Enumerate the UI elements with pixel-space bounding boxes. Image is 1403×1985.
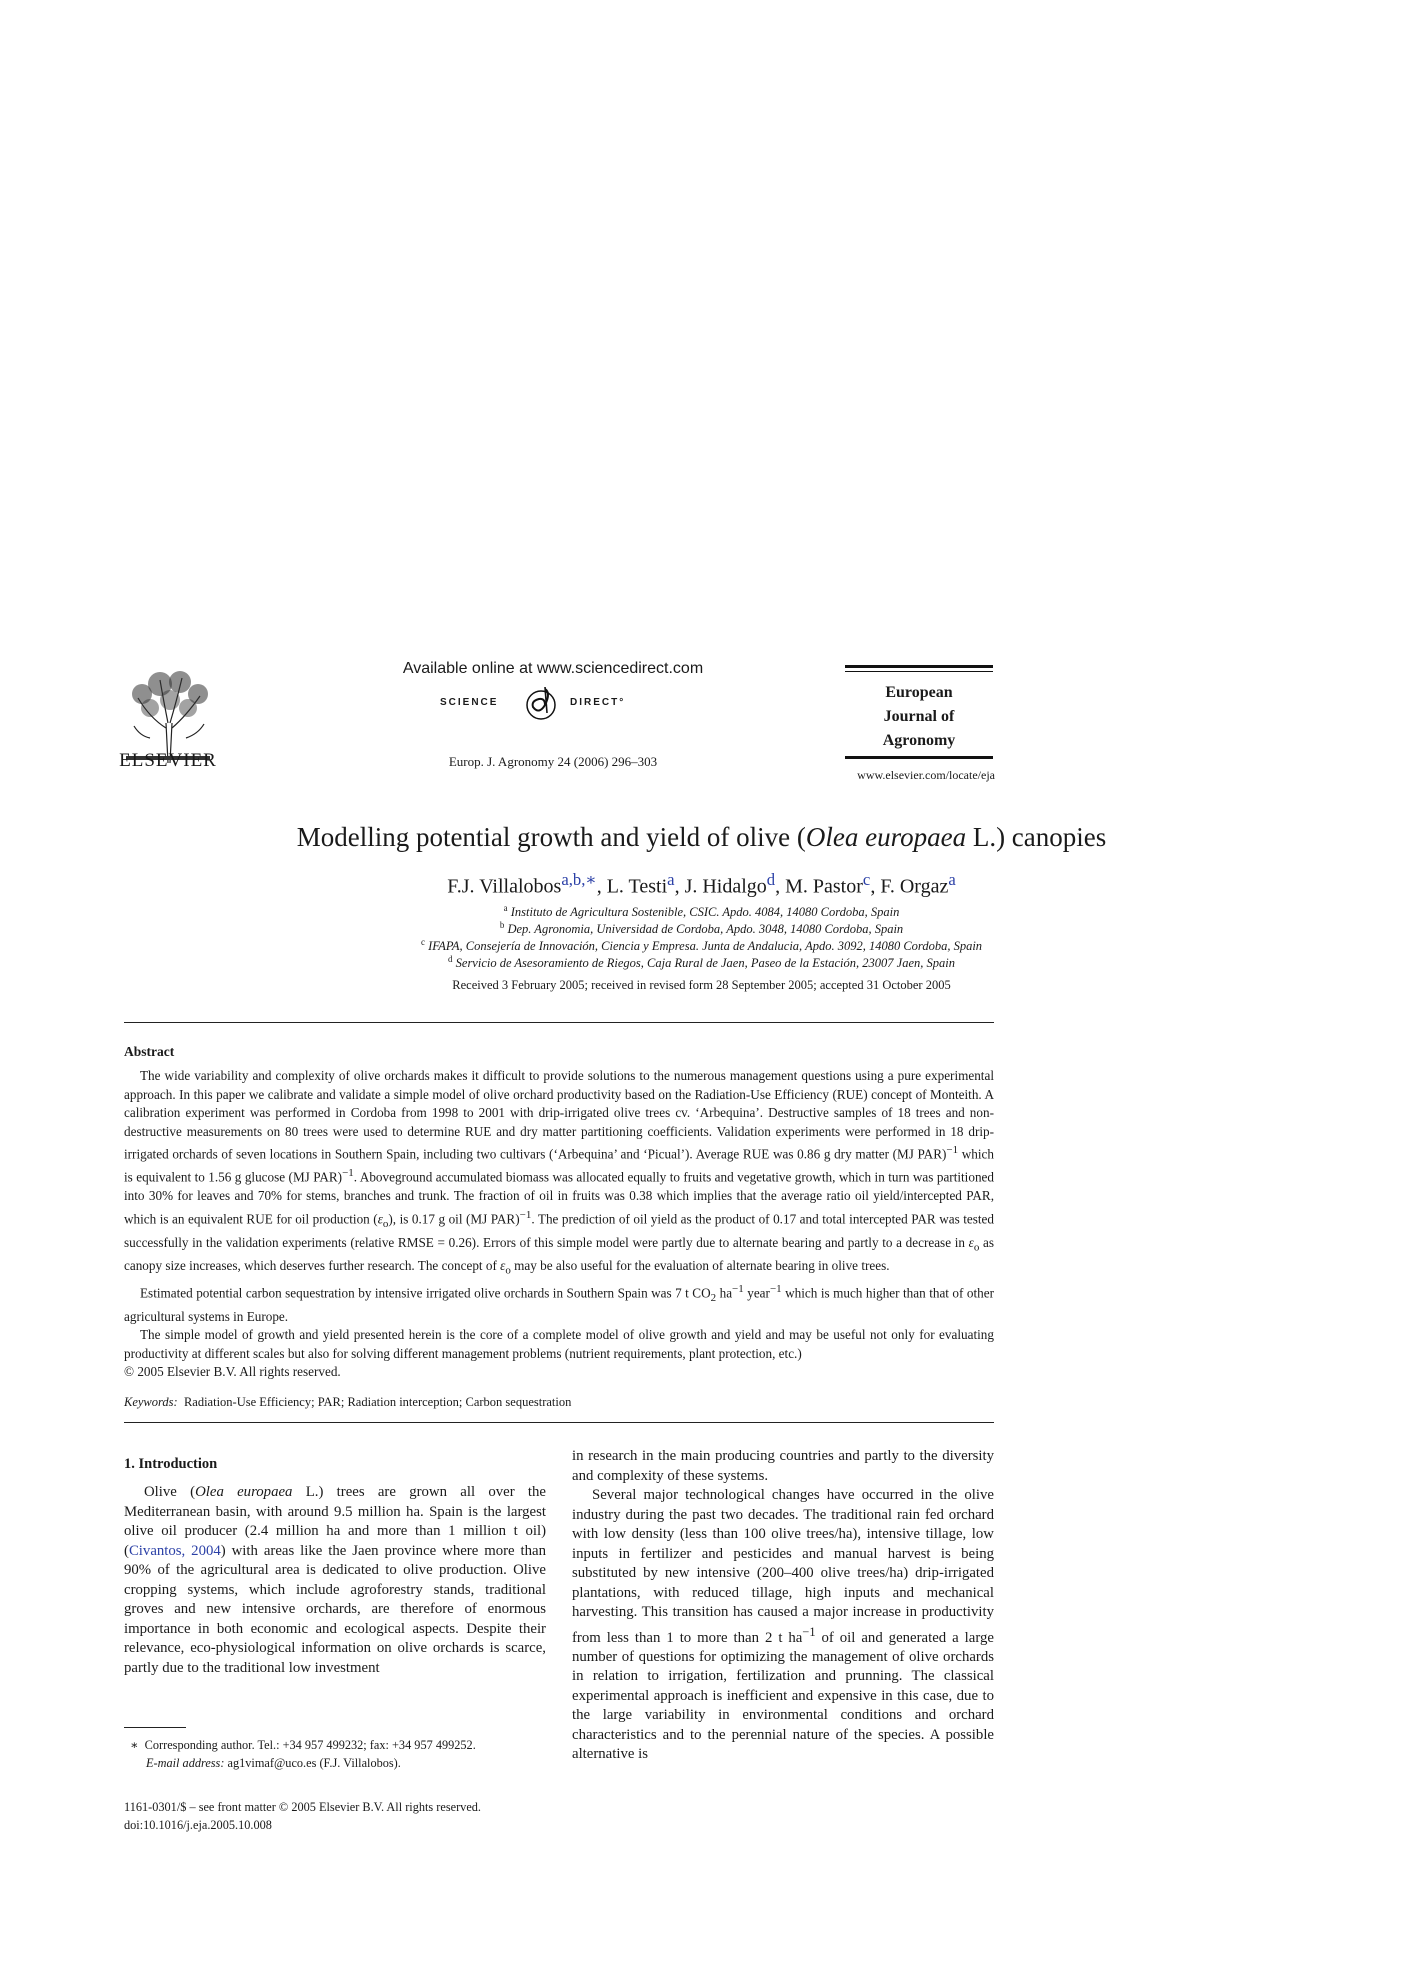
- sciencedirect-d-icon: [521, 683, 561, 723]
- sciencedirect-wordmark-right: DIRECT°: [570, 697, 626, 708]
- body-text: L.) trees are grown all over the Mediterranean basin, with around 9.5 million ha. Spain is the largest olive oil producer (2.4 million ha and more than 1 million t oil) (: [124, 1484, 546, 1559]
- paper-title: [60, 822, 1343, 853]
- abstract-text: which is much higher than that of other agricultural systems in Europe.: [124, 1285, 994, 1324]
- footnote: [124, 1736, 564, 1772]
- author-affiliation-link[interactable]: a: [948, 870, 956, 889]
- affiliation: [60, 954, 1343, 971]
- email-note: [124, 1754, 564, 1772]
- publisher-name: ELSEVIER: [119, 750, 217, 771]
- title-species: Olea europaea: [805, 822, 967, 852]
- email-label: E-mail address:: [146, 1756, 225, 1770]
- body-text: ) with areas like the Jaen province where more than 90% of the agricultural area is dedicated to olive production. Olive cropping systems, which include agroforestry stands, traditional groves and new intensive orchards, are therefore of enormous importance in both economic and ecological aspects. Despite their relevance, eco-physiological information on olive orchards is scarce, partly due to the traditional low investment: [124, 1542, 546, 1676]
- email-address[interactable]: ag1vimaf@uco.es (F.J. Villalobos).: [227, 1756, 401, 1770]
- abstract-text: Estimated potential carbon sequestration by intensive irrigated olive orchards in Southern Spain was 7 t CO: [140, 1285, 711, 1301]
- affiliation-text: IFAPA, Consejería de Innovación, Ciencia y Empresa. Junta de Andalucia, Apdo. 3092, 14080 Cordoba, Spain: [428, 939, 983, 954]
- journal-citation: Europ. J. Agronomy 24 (2006) 296–303: [448, 754, 658, 769]
- subscript: 2: [710, 1292, 717, 1305]
- title-text: Modelling potential growth and yield of olive (: [296, 822, 806, 852]
- abstract-text: as canopy size increases, which deserves further research. The concept of: [124, 1234, 994, 1273]
- species-name: Olea europaea: [195, 1484, 293, 1500]
- corresponding-author-note: [124, 1736, 564, 1754]
- author-separator: ,: [674, 875, 685, 898]
- subscript: o: [973, 1241, 980, 1254]
- author-affiliation-link[interactable]: d: [766, 870, 776, 889]
- abstract-text: ha: [716, 1285, 733, 1301]
- journal-name: [845, 681, 993, 753]
- issn-line: 1161-0301/$ – see front matter © 2005 Elsevier B.V. All rights reserved.: [124, 1800, 482, 1814]
- body-text: Several major technological changes have occurred in the olive industry during the past two decades. The traditional rain fed orchard with low density (less than 100 olive trees/ha), intensive tillage, low inputs in fertilizer and pesticides and manual harvest is being substituted by new intensive (200–400 olive trees/ha) drip-irrigated plantations, with reduced tillage, high inputs and mechanical harvesting. This transition has caused a major increase in productivity from less than 1 to more than 2 t ha: [572, 1487, 994, 1646]
- author-separator: ,: [775, 875, 786, 898]
- body-text: Olive (: [144, 1484, 196, 1500]
- author-affiliation-link[interactable]: a,b,∗: [561, 870, 597, 889]
- affiliation-text: Servicio de Asesoramiento de Riegos, Caja Rural de Jaen, Paseo de la Estación, 23007 Jaen, Spain: [455, 956, 955, 971]
- footnote-marker: ∗: [130, 1738, 139, 1752]
- keywords-label: Keywords:: [124, 1395, 178, 1409]
- author-name: M. Pastor: [785, 875, 863, 898]
- affiliation: [60, 920, 1343, 937]
- keywords: [124, 1395, 571, 1410]
- copyright: © 2005 Elsevier B.V. All rights reserved.: [124, 1364, 341, 1380]
- received-dates: Received 3 February 2005; received in revised form 28 September 2005; accepted 31 October 2005: [452, 978, 951, 992]
- footnote-divider: [124, 1727, 186, 1728]
- section-heading: 1. Introduction: [124, 1456, 218, 1472]
- epsilon-symbol: ε: [968, 1234, 974, 1250]
- title-text: L.) canopies: [966, 822, 1107, 852]
- affiliation-marker: b: [499, 920, 505, 930]
- abstract-heading: Abstract: [124, 1044, 175, 1059]
- author-separator: ,: [870, 875, 881, 898]
- author-name: F.J. Villalobos: [447, 875, 562, 898]
- exponent: −1: [732, 1283, 744, 1296]
- exponent: −1: [946, 1144, 959, 1157]
- subscript: o: [382, 1217, 389, 1230]
- journal-name-line: Journal of: [883, 708, 955, 725]
- body-paragraph: [572, 1486, 994, 1765]
- author-affiliation-link[interactable]: a: [667, 870, 675, 889]
- exponent: −1: [342, 1167, 354, 1180]
- affiliation-text: Instituto de Agricultura Sostenible, CSIC. Apdo. 4084, 14080 Cordoba, Spain: [510, 905, 900, 920]
- citation-link[interactable]: Civantos, 2004: [128, 1542, 221, 1559]
- affiliation: [60, 937, 1343, 954]
- author-name: F. Orgaz: [880, 875, 949, 898]
- exponent: −1: [769, 1283, 782, 1296]
- doi-line[interactable]: doi:10.1016/j.eja.2005.10.008: [124, 1818, 272, 1832]
- body-paragraph: [124, 1483, 546, 1678]
- abstract-paragraph: [124, 1067, 994, 1280]
- author-affiliation-link[interactable]: c: [862, 870, 871, 889]
- divider: [124, 1422, 994, 1423]
- keywords-text: Radiation-Use Efficiency; PAR; Radiation interception; Carbon sequestration: [183, 1395, 572, 1409]
- author-separator: ,: [596, 875, 607, 898]
- journal-url[interactable]: www.elsevier.com/locate/eja: [857, 768, 995, 782]
- abstract-text: ), is 0.17 g oil (MJ PAR): [388, 1211, 520, 1227]
- affiliation: [60, 903, 1343, 920]
- abstract-text: which is equivalent to 1.56 g glucose (MJ PAR): [124, 1146, 994, 1185]
- footnote-text: Corresponding author. Tel.: +34 957 499232; fax: +34 957 499252.: [144, 1738, 476, 1752]
- sciencedirect-wordmark-left: SCIENCE: [440, 697, 499, 708]
- abstract-text: . The prediction of oil yield as the product of 0.17 and total intercepted PAR was tested successfully in the validation experiments (relative RMSE = 0.26). Errors of this simple model were partly due to alternate bearing and partly to a decrease in: [124, 1211, 994, 1250]
- abstract-paragraph: The simple model of growth and yield presented herein is the core of a complete model of olive growth and yield and may be useful not only for evaluating productivity at different scales but also for solving different management problems (nutrient requirements, plant protection, etc.): [124, 1327, 994, 1361]
- affiliation-marker: d: [448, 954, 453, 964]
- abstract-text: . Aboveground accumulated biomass was allocated equally to fruits and vegetative growth, which in turn was partitioned into 30% for leaves and 70% for stems, branches and trunk. The fraction of oil in fruits was 0.38 which implies that the average ratio oil yield/intercepted PAR, which is an equivalent RUE for oil production (: [124, 1169, 994, 1227]
- epsilon-symbol: ε: [500, 1257, 506, 1273]
- journal-name-line: Agronomy: [882, 732, 956, 749]
- affiliation-marker: a: [503, 903, 508, 913]
- journal-masthead: [845, 665, 993, 761]
- affiliation-text: Dep. Agronomia, Universidad de Cordoba, Apdo. 3048, 14080 Cordoba, Spain: [507, 922, 904, 937]
- journal-name-line: European: [885, 684, 953, 701]
- right-column: [572, 1447, 994, 1765]
- exponent: −1: [519, 1208, 532, 1221]
- affiliation-marker: c: [420, 937, 425, 947]
- abstract-text: may be also useful for the evaluation of alternate bearing in olive trees.: [510, 1257, 890, 1273]
- subscript: o: [505, 1264, 511, 1277]
- author-name: J. Hidalgo: [684, 875, 767, 898]
- abstract-body: [124, 1067, 994, 1382]
- abstract-text: year: [743, 1285, 770, 1301]
- exponent: −1: [802, 1624, 816, 1639]
- available-online-text[interactable]: Available online at www.sciencedirect.com: [402, 660, 704, 677]
- author-list: [60, 870, 1343, 899]
- issn-block: [124, 1798, 564, 1834]
- body-text: of oil and generated a large number of questions for optimizing the management of olive orchards in relation to irrigation, fertilization and prunning. The classical experimental approach is inefficient and expensive in this case, due to the large variability in environmental conditions and orchard characteristics and to the perennial nature of the species. A possible alternative is: [572, 1629, 994, 1763]
- abstract-paragraph: [124, 1280, 994, 1326]
- author-name: L. Testi: [606, 875, 668, 898]
- epsilon-symbol: ε: [377, 1211, 383, 1227]
- divider: [124, 1022, 994, 1023]
- abstract-text: The wide variability and complexity of olive orchards makes it difficult to provide solutions to the numerous management questions using a pure experimental approach. In this paper we calibrate and validate a simple model of olive orchard productivity based on the Radiation-Use Efficiency (RUE) concept of Monteith. A calibration experiment was performed in Cordoba from 1998 to 2001 with drip-irrigated olive trees cv. ‘Arbequina’. Destructive samples of 18 trees and non-destructive measurements on 80 trees were used to determine RUE and dry matter partitioning coefficients. Validation experiments were performed in 18 drip-irrigated orchards of seven locations in Southern Spain, including two cultivars (‘Arbequina’ and ‘Picual’). Average RUE was 0.86 g dry matter (MJ PAR): [124, 1068, 994, 1162]
- body-paragraph: in research in the main producing countries and partly to the diversity and complexity of these systems.: [572, 1448, 994, 1484]
- left-column: [124, 1483, 546, 1678]
